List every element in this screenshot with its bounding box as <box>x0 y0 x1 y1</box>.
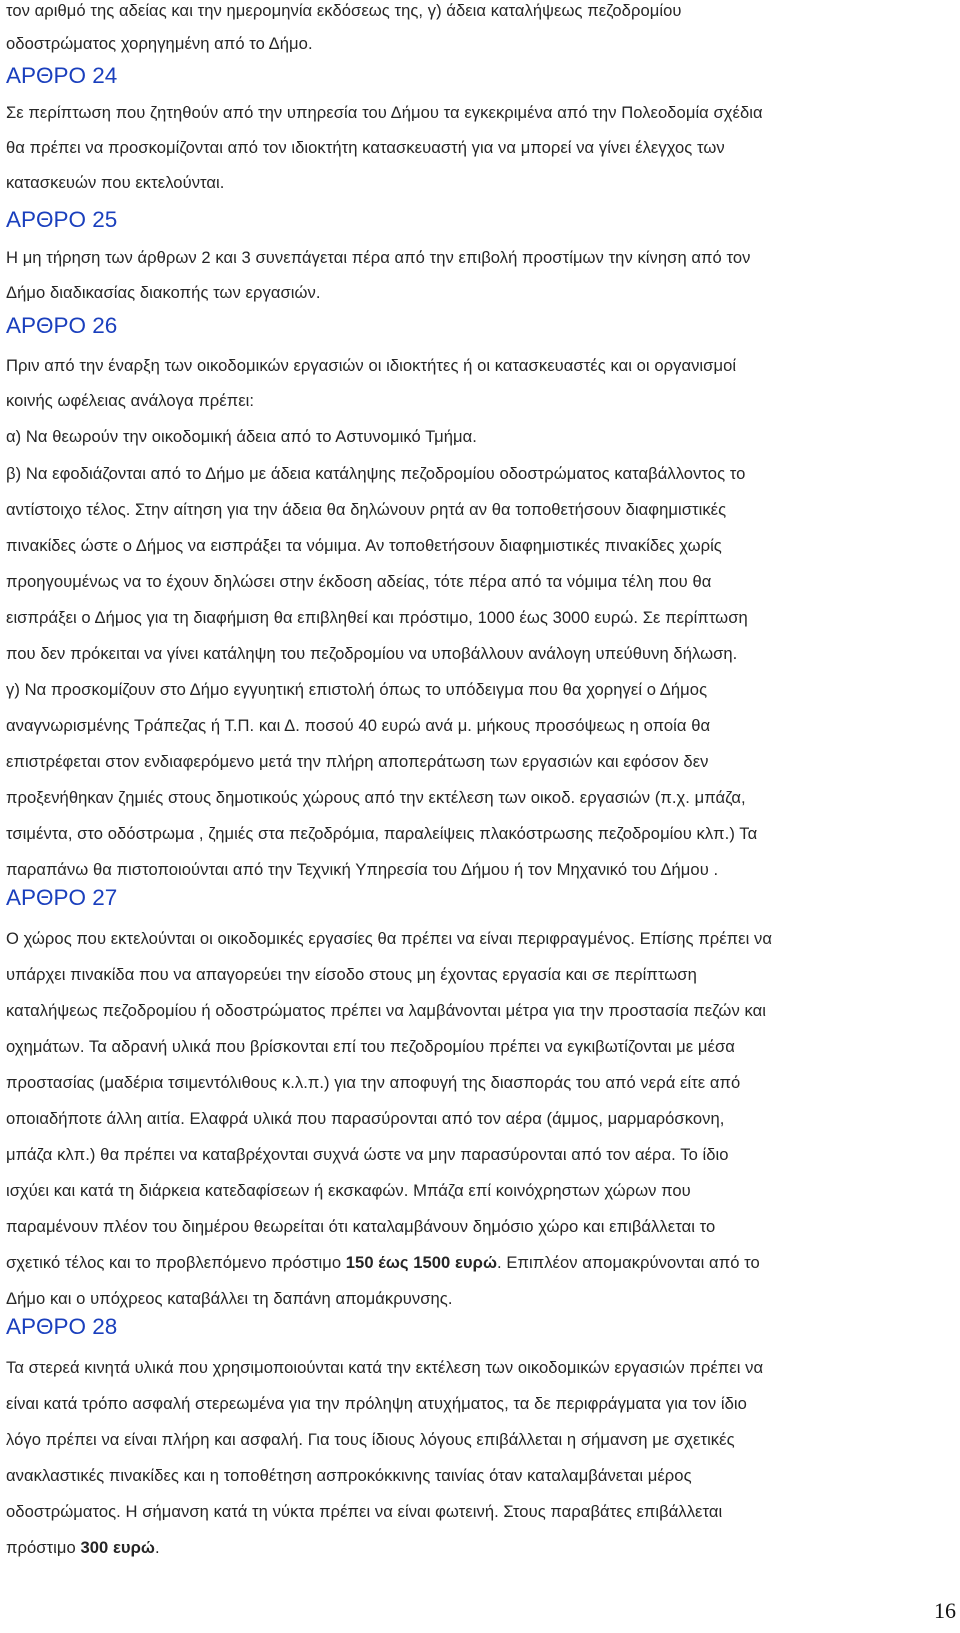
article-heading: ΑΡΘΡΟ 24 <box>6 63 118 88</box>
text-line: παραπάνω θα πιστοποιούνται από την Τεχνική Υπηρεσία του Δήμου ή τον Μηχανικό του Δήμου . <box>6 860 719 879</box>
text-line: καταλήψεως πεζοδρομίου ή οδοστρώματος πρέπει να λαμβάνονται μέτρα για την προστασία πεζών και <box>6 1001 766 1020</box>
text-line: Ο χώρος που εκτελούνται οι οικοδομικές εργασίες θα πρέπει να είναι περιφραγμένος. Επίσης πρέπει να <box>6 929 772 948</box>
article-heading: ΑΡΘΡΟ 27 <box>6 885 118 910</box>
text-segment: . <box>154 1538 160 1557</box>
text-line: αντίστοιχο τέλος. Στην αίτηση για την άδεια θα δηλώνουν ρητά αν θα τοποθετήσουν διαφημιστικές <box>6 500 727 519</box>
text-line <box>6 1538 160 1558</box>
text-line: ισχύει και κατά τη διάρκεια κατεδαφίσεων ή εκσκαφών. Μπάζα επί κοινόχρηστων χώρων που <box>6 1181 691 1200</box>
text-line: προστασίας (μαδέρια τσιμεντόλιθους κ.λ.π.) για την αποφυγή της διασποράς του από νερά είτε από <box>6 1073 741 1092</box>
text-line: προηγουμένως να το έχουν δηλώσει στην έκδοση αδείας, τότε πέρα από τα νόμιμα τέλη που θα <box>6 572 712 591</box>
page-number: 16 <box>934 1598 956 1623</box>
article-heading: ΑΡΘΡΟ 28 <box>6 1314 118 1339</box>
bold-amount: 300 ευρώ <box>80 1538 155 1557</box>
text-line: κατασκευών που εκτελούνται. <box>6 173 225 192</box>
text-line: υπάρχει πινακίδα που να απαγορεύει την είσοδο στους μη έχοντας εργασία και σε περίπτωση <box>6 965 697 984</box>
bold-amount: 150 έως 1500 ευρώ <box>345 1253 498 1272</box>
text-line: οδοστρώματος. Η σήμανση κατά τη νύκτα πρέπει να είναι φωτεινή. Στους παραβάτες επιβάλλεται <box>6 1502 723 1521</box>
text-line: επιστρέφεται στον ενδιαφερόμενο μετά την πλήρη αποπεράτωση των εργασιών και εφόσον δεν <box>6 752 709 771</box>
text-line: Δήμο διαδικασίας διακοπής των εργασιών. <box>6 283 321 302</box>
article-heading: ΑΡΘΡΟ 25 <box>6 207 118 232</box>
text-segment: σχετικό τέλος και το προβλεπόμενο πρόστιμο <box>6 1253 346 1272</box>
text-line: πινακίδες ώστε ο Δήμος να εισπράξει τα νόμιμα. Αν τοποθετήσουν διαφημιστικές πινακίδες χωρίς <box>6 536 722 555</box>
text-line: α) Να θεωρούν την οικοδομική άδεια από το Αστυνομικό Τμήμα. <box>6 427 477 446</box>
text-line: εισπράξει ο Δήμος για τη διαφήμιση θα επιβληθεί και πρόστιμο, 1000 έως 3000 ευρώ. Σε περίπτωση <box>6 608 748 627</box>
text-segment: . Επιπλέον απομακρύνονται από το <box>497 1253 760 1272</box>
article-heading: ΑΡΘΡΟ 26 <box>6 313 118 338</box>
text-line: β) Να εφοδιάζονται από το Δήμο με άδεια κατάληψης πεζοδρομίου οδοστρώματος καταβάλλοντος το <box>6 464 746 483</box>
text-line: που δεν πρόκειται να γίνει κατάληψη του πεζοδρομίου να υποβάλλουν ανάλογη υπεύθυνη δήλωση. <box>6 644 738 663</box>
text-line: παραμένουν πλέον του διημέρου θεωρείται ότι καταλαμβάνουν δημόσιο χώρο και επιβάλλεται το <box>6 1217 716 1236</box>
text-line: λόγο πρέπει να είναι πλήρη και ασφαλή. Για τους ίδιους λόγους επιβάλλεται η σήμανση με σχετικές <box>6 1430 735 1449</box>
text-line: τσιμέντα, στο οδόστρωμα , ζημιές στα πεζοδρόμια, παραλείψεις πλακόστρωσης πεζοδρομίου κλπ.) Τα <box>6 824 758 843</box>
text-line: Η μη τήρηση των άρθρων 2 και 3 συνεπάγεται πέρα από την επιβολή προστίμων την κίνηση από τον <box>6 248 751 267</box>
text-line: Πριν από την έναρξη των οικοδομικών εργασιών οι ιδιοκτήτες ή οι κατασκευαστές και οι οργανισμοί <box>6 356 737 375</box>
text-line: Δήμο και ο υπόχρεος καταβάλλει τη δαπάνη απομάκρυνσης. <box>6 1289 453 1308</box>
text-line: Σε περίπτωση που ζητηθούν από την υπηρεσία του Δήμου τα εγκεκριμένα από την Πολεοδομία σχέδια <box>6 103 763 122</box>
text-line <box>6 1253 760 1273</box>
text-line: θα πρέπει να προσκομίζονται από τον ιδιοκτήτη κατασκευαστή για να μπορεί να γίνει έλεγχος των <box>6 138 725 157</box>
text-line: οχημάτων. Τα αδρανή υλικά που βρίσκονται επί του πεζοδρομίου πρέπει να εγκιβωτίζονται με μέσα <box>6 1037 735 1056</box>
text-line: οδοστρώματος χορηγημένη από το Δήμο. <box>6 34 313 53</box>
text-line: μπάζα κλπ.) θα πρέπει να καταβρέχονται συχνά ώστε να μην παρασύρονται από τον αέρα. Το ίδιο <box>6 1145 729 1164</box>
text-line: είναι κατά τρόπο ασφαλή στερεωμένα για την πρόληψη ατυχήματος, τα δε περιφράγματα για τον ίδιο <box>6 1394 747 1413</box>
text-line: Τα στερεά κινητά υλικά που χρησιμοποιούνται κατά την εκτέλεση των οικοδομικών εργασιών πρέπει να <box>6 1358 764 1377</box>
text-segment: πρόστιμο <box>6 1538 81 1557</box>
text-line: κοινής ωφέλειας ανάλογα πρέπει: <box>6 391 255 410</box>
text-line: τον αριθμό της αδείας και την ημερομηνία εκδόσεως της, γ) άδεια καταλήψεως πεζοδρομίου <box>6 1 682 20</box>
text-line: προξενήθηκαν ζημιές στους δημοτικούς χώρους από την εκτέλεση των οικοδ. εργασιών (π.χ. μπάζα, <box>6 788 746 807</box>
text-line: οποιαδήποτε άλλη αιτία. Ελαφρά υλικά που παρασύρονται από τον αέρα (άμμος, μαρμαρόσκονη, <box>6 1109 725 1128</box>
text-line: ανακλαστικές πινακίδες και η τοποθέτηση ασπροκόκκινης ταινίας όταν καταλαμβάνεται μέρος <box>6 1466 692 1485</box>
text-line: γ) Να προσκομίζουν στο Δήμο εγγυητική επιστολή όπως το υπόδειγμα που θα χορηγεί ο Δήμος <box>6 680 708 699</box>
text-line: αναγνωρισμένης Τράπεζας ή Τ.Π. και Δ. ποσού 40 ευρώ ανά μ. μήκους προσόψεως η οποία θα <box>6 716 711 735</box>
